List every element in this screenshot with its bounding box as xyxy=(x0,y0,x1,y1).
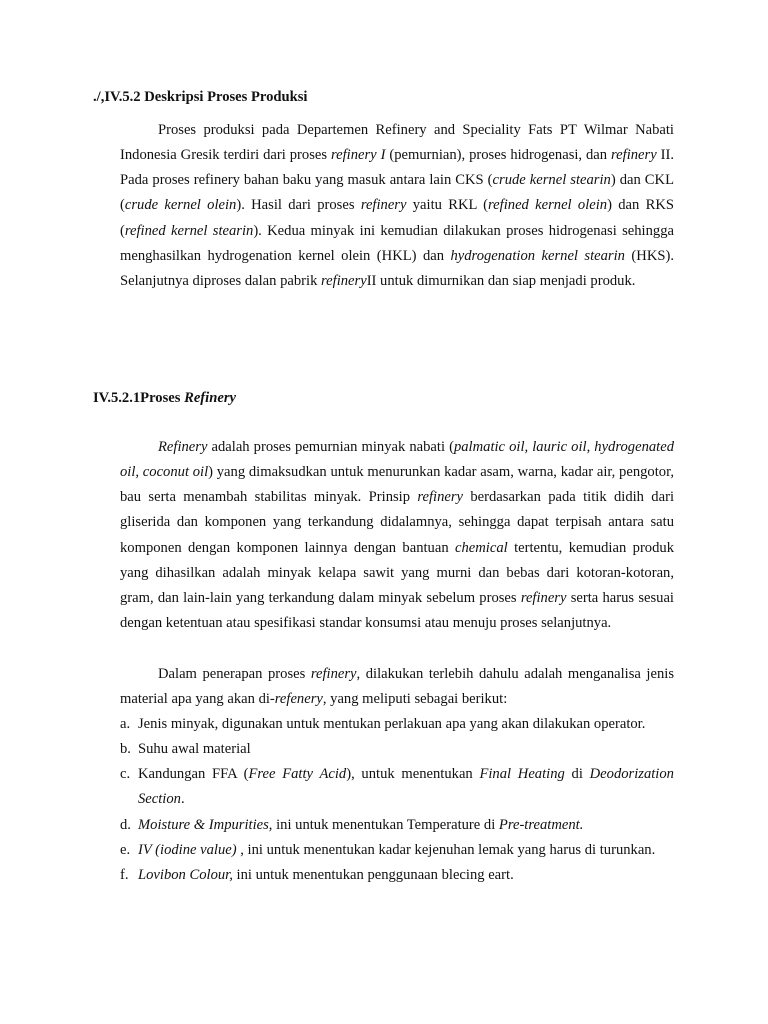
list-marker: d. xyxy=(120,816,131,833)
material-analysis-list xyxy=(120,712,674,888)
list-marker: e. xyxy=(120,841,131,858)
subsection-heading: IV.5.2.1Proses Refinery xyxy=(93,390,236,406)
list-item: b. Suhu awal material xyxy=(120,737,674,762)
list-marker: c. xyxy=(120,766,131,783)
refinery-paragraph: Refinery adalah proses pemurnian minyak nabati (palmatic oil, lauric oil, hydrogenated oil, coconut oil) yang dimaksudkan untuk menurunkan kadar asam, warna, kadar air, pengotor, bau serta menambah stabilitas minyak. Prinsip refinery berdasarkan pada titik didih dari gliserida dan komponen yang terkandung didalamnya, sehingga dapat terpisah antara satu komponen dengan komponen lainnya dengan bantuan chemical tertentu, kemudian produk yang dihasilkan adalah minyak kelapa sawit yang murni dan bebas dari kotoran-kotoran, gram, dan lain-lain yang terkandung dalam minyak sebelum proses refinery serta harus sesuai dengan ketentuan atau spesifikasi standar konsumsi atau menuju proses selanjutnya. xyxy=(120,439,674,632)
list-item: e. IV (iodine value) , ini untuk menentukan kadar kejenuhan lemak yang harus di turunkan. xyxy=(120,838,674,863)
section-heading: ./,IV.5.2 Deskripsi Proses Produksi xyxy=(93,89,308,105)
list-marker: a. xyxy=(120,716,131,732)
list-marker: f. xyxy=(120,866,129,883)
list-item: f. Lovibon Colour, ini untuk menentukan penggunaan blecing eart. xyxy=(120,863,674,888)
analysis-paragraph: Dalam penerapan proses refinery, dilakukan terlebih dahulu adalah menganalisa jenis material apa yang akan di-refenery, yang meliputi sebagai berikut: xyxy=(120,666,674,708)
list-item: a. Jenis minyak, digunakan untuk mentukan perlakuan apa yang akan dilakukan operator. xyxy=(120,712,674,737)
list-item: d. Moisture & Impurities, ini untuk menentukan Temperature di Pre-treatment. xyxy=(120,813,674,838)
list-marker: b. xyxy=(120,741,131,758)
list-item: c. Kandungan FFA (Free Fatty Acid), untuk menentukan Final Heating di Deodorization Section. xyxy=(120,762,674,812)
intro-paragraph: Proses produksi pada Departemen Refinery and Speciality Fats PT Wilmar Nabati Indonesia Gresik terdiri dari proses refinery I (pemurnian), proses hidrogenasi, dan refinery II. Pada proses refinery bahan baku yang masuk antara lain CKS (crude kernel stearin) dan CKL (crude kernel olein). Hasil dari proses refinery yaitu RKL (refined kernel olein) dan RKS (refined kernel stearin). Kedua minyak ini kemudian dilakukan proses hidrogenasi sehingga menghasilkan hydrogenation kernel olein (HKL) dan hydrogenation kernel stearin (HKS). Selanjutnya diproses dalan pabrik refineryII untuk dimurnikan dan siap menjadi produk. xyxy=(120,122,674,289)
